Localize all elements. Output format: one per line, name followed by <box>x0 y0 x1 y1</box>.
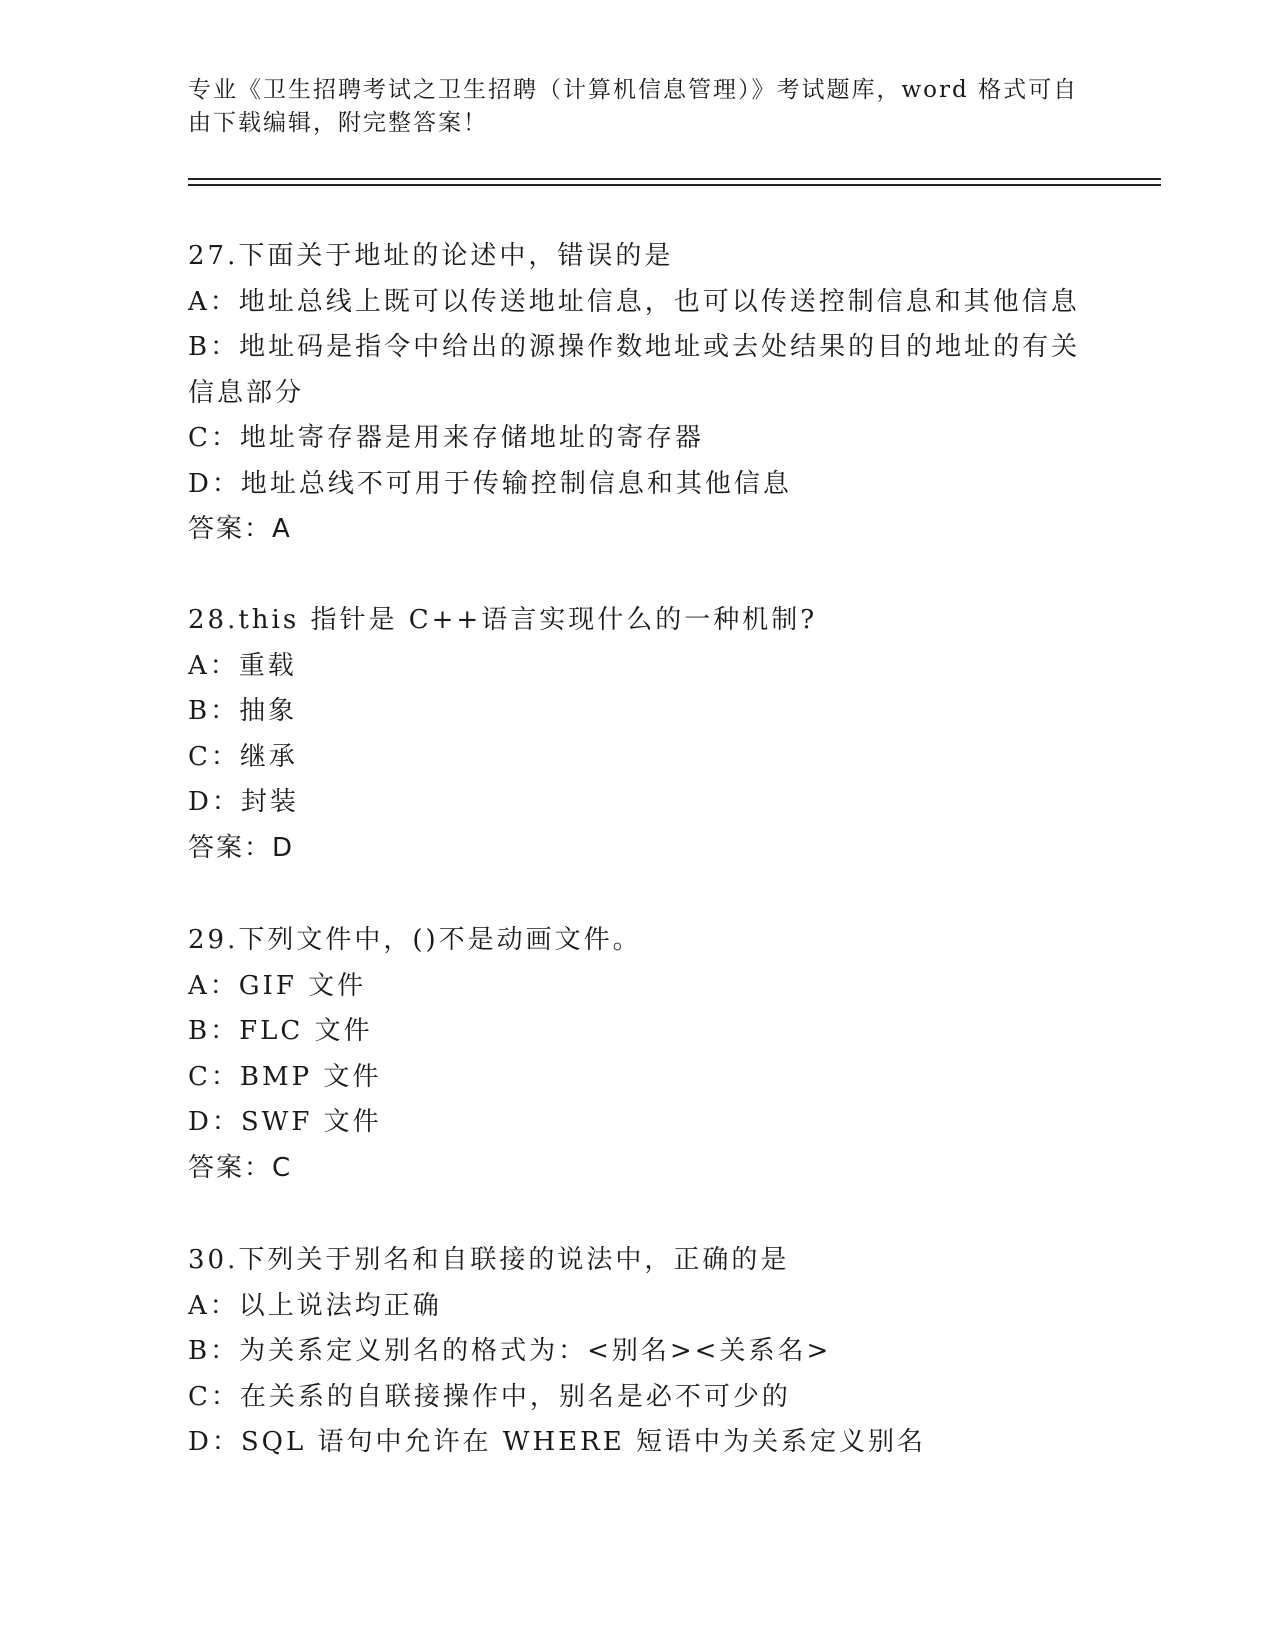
document-header: 专业《卫生招聘考试之卫生招聘（计算机信息管理）》考试题库，word 格式可自由下载编辑，附完整答案！ <box>188 77 1079 136</box>
option-c: C：在关系的自联接操作中，别名是必不可少的 <box>188 1381 791 1412</box>
question-27 <box>188 234 1088 553</box>
option-a: A：重载 <box>188 650 297 681</box>
question-stem: 28.this 指针是 C++语言实现什么的一种机制? <box>188 605 818 635</box>
answer-label: 答案：D <box>188 832 295 863</box>
option-a: A：以上说法均正确 <box>188 1290 442 1321</box>
option-d: D：地址总线不可用于传输控制信息和其他信息 <box>188 468 792 499</box>
option-b: B：FLC 文件 <box>188 1016 373 1046</box>
option-a: A：地址总线上既可以传送地址信息，也可以传送控制信息和其他信息 <box>188 286 1080 317</box>
option-c: C：继承 <box>188 741 298 772</box>
option-c: C：地址寄存器是用来存储地址的寄存器 <box>188 423 704 453</box>
question-stem: 29.下列文件中，()不是动画文件。 <box>188 925 642 955</box>
option-b: B：为关系定义别名的格式为：<别名><关系名> <box>188 1336 832 1366</box>
option-d: D：SQL 语句中允许在 WHERE 短语中为关系定义别名 <box>188 1427 926 1457</box>
question-stem: 30.下列关于别名和自联接的说法中，正确的是 <box>188 1245 790 1275</box>
option-d: D：SWF 文件 <box>188 1107 382 1137</box>
question-28 <box>188 598 1088 871</box>
answer-label: 答案：C <box>188 1152 293 1183</box>
question-30 <box>188 1238 1088 1466</box>
header-rule-top <box>188 178 1161 180</box>
header-rule-bottom <box>188 184 1161 186</box>
question-stem: 27.下面关于地址的论述中，错误的是 <box>188 241 674 271</box>
option-b: B：抽象 <box>188 696 298 726</box>
option-b: B：地址码是指令中给出的源操作数地址或去处结果的目的地址的有关信息部分 <box>188 332 1081 408</box>
answer-label: 答案：A <box>188 514 292 544</box>
option-c: C：BMP 文件 <box>188 1061 382 1092</box>
option-a: A：GIF 文件 <box>188 970 367 1001</box>
question-29 <box>188 918 1088 1191</box>
option-d: D：封装 <box>188 787 299 817</box>
